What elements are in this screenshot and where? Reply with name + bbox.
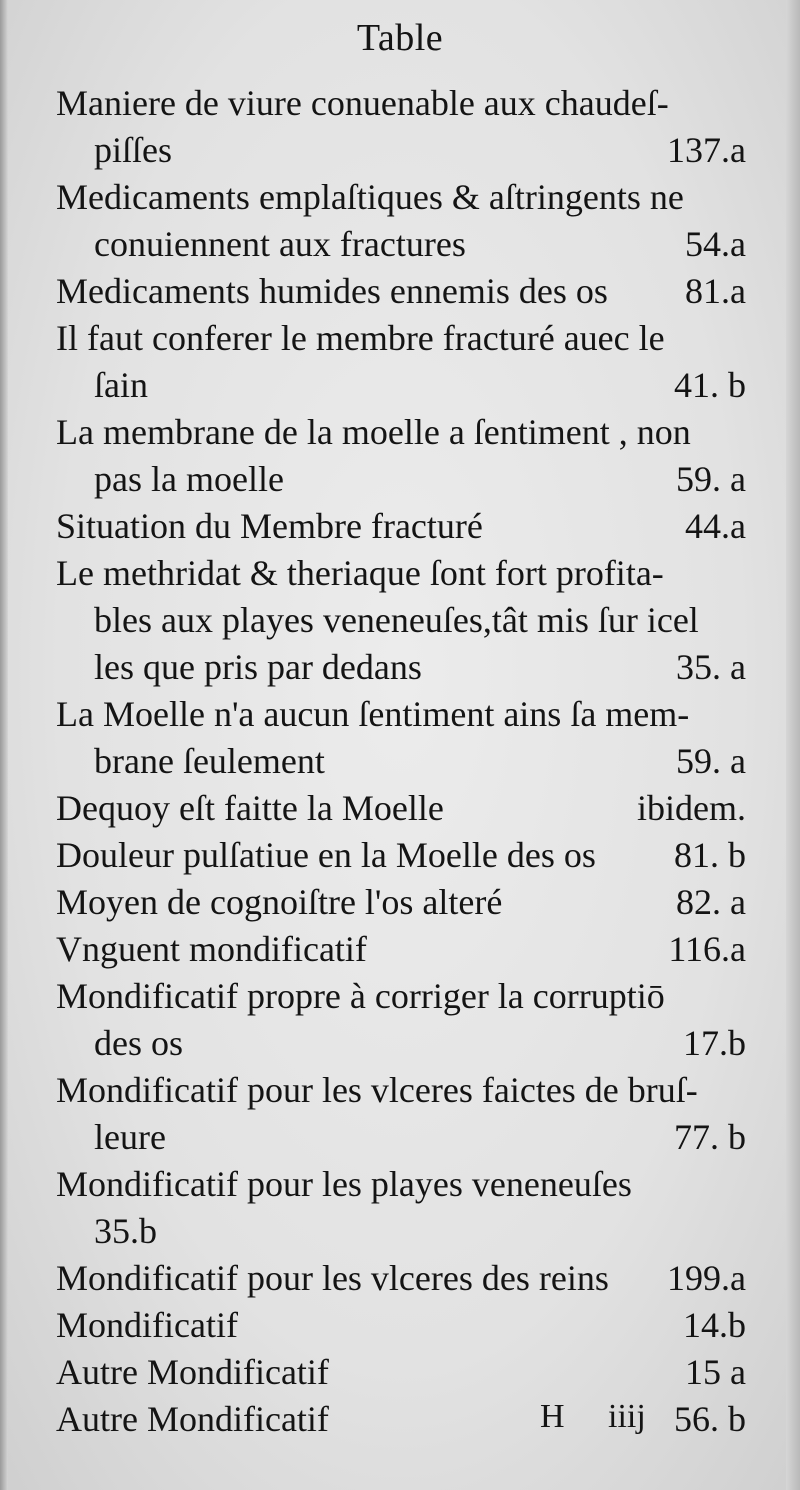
entry-page-ref (734, 597, 746, 644)
entry-line (56, 1067, 746, 1114)
entry-text: Mondificatif (56, 1305, 238, 1345)
index-entry (56, 80, 746, 174)
entry-page-ref (734, 409, 746, 456)
entry-text: Autre Mondificatif (56, 1352, 329, 1392)
entry-text: piſſes (94, 130, 172, 170)
entry-line (56, 1208, 746, 1255)
entry-page-ref: 199.a (667, 1258, 746, 1298)
entry-page-ref (734, 973, 746, 1020)
entry-text: Douleur pulſatiue en la Moelle des os (56, 835, 596, 875)
entry-line (56, 832, 746, 879)
entry-page-ref: 81.a (685, 271, 746, 311)
entry-page-ref: 116.a (668, 929, 746, 969)
index-entry (56, 550, 746, 691)
index-entry (56, 1349, 746, 1396)
entry-page-ref: 59. a (676, 459, 746, 499)
index-entry (56, 1302, 746, 1349)
entry-text: Mondificatif pour les playes veneneuſes (56, 1164, 632, 1204)
entry-page-ref: 82. a (676, 882, 746, 922)
index-entry (56, 879, 746, 926)
entry-line (56, 1349, 746, 1396)
entry-line (56, 785, 746, 832)
entry-page-ref (734, 1161, 746, 1208)
entry-text: Mondificatif pour les vlceres des reins (56, 1258, 609, 1298)
index-entry (56, 785, 746, 832)
entry-text: La membrane de la moelle a ſentiment , non (56, 412, 691, 452)
index-entry (56, 973, 746, 1067)
entry-line (56, 409, 746, 456)
entry-page-ref: 35. a (676, 647, 746, 687)
entry-text: brane ſeulement (94, 741, 325, 781)
entry-text: pas la moelle (94, 459, 284, 499)
entry-line (56, 315, 746, 362)
signature-mark: H (540, 1398, 565, 1435)
entry-text: Moyen de cognoiſtre l'os alteré (56, 882, 503, 922)
entry-text: La Moelle n'a aucun ſentiment ains ſa mem- (56, 694, 690, 734)
entry-page-ref (734, 1208, 746, 1255)
entry-line (56, 926, 746, 973)
index-entry (56, 503, 746, 550)
entry-page-ref: 41. b (674, 365, 746, 405)
index-entry (56, 1067, 746, 1161)
entry-page-ref: 15 a (685, 1352, 746, 1392)
entry-text: Maniere de viure conuenable aux chaudeſ- (56, 83, 669, 123)
entry-page-ref (734, 1067, 746, 1114)
index-entry (56, 315, 746, 409)
entry-page-ref (734, 691, 746, 738)
entry-page-ref (734, 174, 746, 221)
entry-page-ref: 77. b (674, 1117, 746, 1157)
entry-line (56, 221, 746, 268)
entry-text: leure (94, 1117, 166, 1157)
entry-line (56, 1255, 746, 1302)
entry-page-ref (734, 550, 746, 597)
entry-text: bles aux playes veneneuſes,tât mis ſur icel (94, 600, 699, 640)
entry-page-ref (734, 80, 746, 127)
index-entry (56, 268, 746, 315)
entry-page-ref: 56. b (674, 1399, 746, 1439)
entry-text: Mondificatif pour les vlceres faictes de bruſ- (56, 1070, 698, 1110)
entry-page-ref: 44.a (685, 506, 746, 546)
index-entry (56, 1255, 746, 1302)
entry-line (56, 550, 746, 597)
page-footer (0, 1398, 800, 1448)
entry-line (56, 456, 746, 503)
entry-line (56, 503, 746, 550)
entry-line (56, 691, 746, 738)
page-title: Table (356, 17, 444, 59)
index-entry (56, 174, 746, 268)
entry-line (56, 597, 746, 644)
entry-line (56, 127, 746, 174)
page-gutter-shadow (0, 0, 8, 1490)
quire-number: iiij (608, 1398, 646, 1435)
entry-page-ref: 59. a (676, 741, 746, 781)
entry-line (56, 973, 746, 1020)
entry-page-ref (734, 315, 746, 362)
index-entry (56, 691, 746, 785)
entry-line (56, 1020, 746, 1067)
entry-text: 35.b (94, 1211, 157, 1251)
page-edge-shadow (786, 0, 800, 1490)
entry-page-ref: ibidem. (637, 788, 746, 828)
entry-page-ref: 17.b (683, 1023, 746, 1063)
entry-text: ſain (94, 365, 148, 405)
entry-page-ref: 137.a (667, 130, 746, 170)
entry-text: Medicaments emplaſtiques & aſtringents ne (56, 177, 684, 217)
entry-line (56, 1302, 746, 1349)
index-entry (56, 832, 746, 879)
entry-text: Dequoy eſt faitte la Moelle (56, 788, 444, 828)
entry-line (56, 738, 746, 785)
index-entry (56, 926, 746, 973)
entry-line (56, 879, 746, 926)
index-entry (56, 1161, 746, 1255)
entry-line (56, 1161, 746, 1208)
entry-text: les que pris par dedans (94, 647, 422, 687)
entry-line (56, 1114, 746, 1161)
entry-text: des os (94, 1023, 183, 1063)
index-entry (56, 409, 746, 503)
entry-text: conuiennent aux fractures (94, 224, 466, 264)
entry-page-ref: 54.a (685, 224, 746, 264)
entry-line (56, 268, 746, 315)
entry-page-ref: 14.b (683, 1305, 746, 1345)
entry-page-ref: 81. b (674, 835, 746, 875)
entry-text: Vnguent mondificatif (56, 929, 367, 969)
entry-text: Il faut conferer le membre fracturé auec le (56, 318, 665, 358)
entry-line (56, 644, 746, 691)
entry-line (56, 80, 746, 127)
index-entries (56, 80, 746, 1443)
entry-text: Situation du Membre fracturé (56, 506, 483, 546)
entry-text: Mondificatif propre à corriger la corruptiō (56, 976, 665, 1016)
entry-line (56, 174, 746, 221)
entry-text: Le methridat & theriaque ſont fort profita- (56, 553, 664, 593)
entry-line (56, 362, 746, 409)
entry-text: Autre Mondificatif (56, 1399, 329, 1439)
entry-text: Medicaments humides ennemis des os (56, 271, 608, 311)
